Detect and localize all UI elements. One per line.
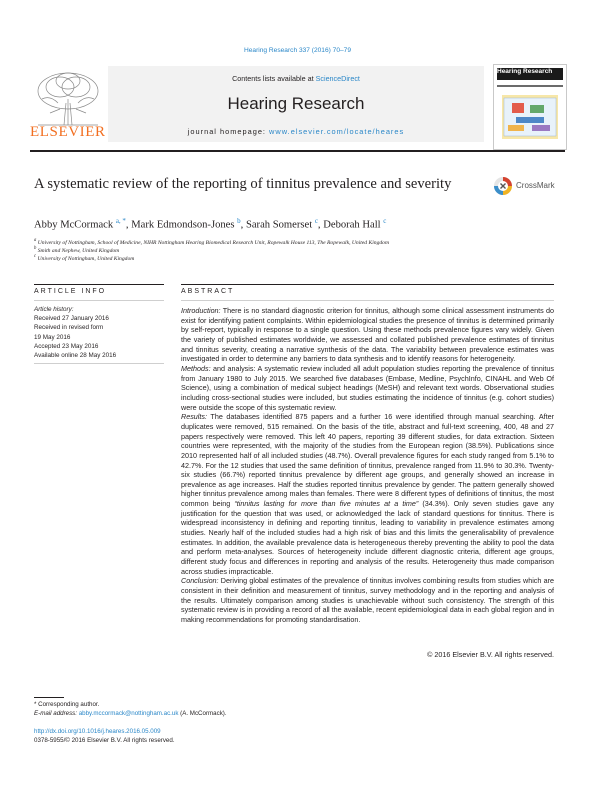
abstract-subrule bbox=[181, 300, 554, 301]
abstract-introduction bbox=[181, 306, 554, 364]
crossmark-label: CrossMark bbox=[516, 181, 555, 190]
email-label: E-mail address: bbox=[34, 710, 77, 717]
abstract-body bbox=[181, 306, 554, 625]
abstract-heading: ABSTRACT bbox=[181, 288, 235, 295]
author-list: Abby McCormack $^{a, *}$, Mark Edmondson-Jones $^b$, Sarah Somerset $^c$, Deborah Hall $^c$ bbox=[34, 217, 387, 231]
header-rule bbox=[30, 150, 565, 152]
affiliation-marker: b bbox=[34, 246, 37, 251]
history-item: 19 May 2016 bbox=[34, 333, 71, 341]
crossmark-badge[interactable] bbox=[493, 176, 563, 196]
abstract-label: Conclusion: bbox=[181, 576, 219, 586]
author-name: Abby McCormack bbox=[34, 219, 114, 231]
contents-line bbox=[108, 74, 484, 83]
email-suffix: (A. McCormack). bbox=[180, 710, 227, 717]
journal-title: Hearing Research bbox=[227, 94, 365, 113]
author-name: Sarah Somerset bbox=[245, 219, 313, 231]
contents-prefix: Contents lists available at bbox=[232, 74, 316, 83]
article-info-rule bbox=[34, 284, 164, 285]
corresponding-author: * Corresponding author. bbox=[34, 701, 100, 708]
article-title: A systematic review of the reporting of tinnitus prevalence and severity bbox=[34, 176, 452, 192]
abstract-label: Results: bbox=[181, 412, 207, 422]
affiliation-marker: c bbox=[34, 254, 37, 259]
abstract-label: Introduction: bbox=[181, 306, 221, 315]
abstract-text: (34.3%). Only seven studies gave any justification for the question that was used, or acknowledged the lack of standard questions for tinnitus. There is widespread inconsistency in defining and reporting tinnitus, leading to variability in prevalence estimates among studies. Nearly half of the included studies had a high risk of bias and this limits the generalisability of prevalence estimates. In addition, the available prevalence data is heterogeneous thereby preventing the ability to pool the data and perform meta-analyses. Sources of heterogeneity include different diagnostic criteria, different age groups, different study focus and differences in reporting and analysis of the results. Heterogeneity thus made comparison across studies impracticable. bbox=[181, 499, 555, 576]
abstract-methods bbox=[181, 364, 554, 412]
abstract-text: The databases identified 875 papers and a further 16 were identified through manual searching. After duplicates were removed, 515 remained. On the basis of the title, abstract and full-text screening, 400, 48 and 27 papers respectively were removed. This left 40 papers, reporting 39 different studies, for data extraction. Sixteen countries were represented, with the majority of the studies from the European region (38.5%). Publications since 2010 represented half of all included studies (48.7%). Overall prevalence figures for each study ranged from 5.1% to 42.7%. For the 12 studies that used the same definition of tinnitus, prevalence ranged from 11.9% to 30.3%. Twenty-six studies (66.7%) reported tinnitus prevalence by different age groups, and generally showed an increase in prevalence as age increases. Half the studies reported tinnitus prevalence by gender. The pattern generally showed higher tinnitus prevalence among males than females. There were 8 different types of definitions of tinnitus, the most common being bbox=[181, 412, 554, 509]
author-affiliation-link[interactable]: a, * bbox=[115, 217, 126, 225]
journal-reference-link[interactable]: Hearing Research 337 (2016) 70–79 bbox=[243, 47, 352, 54]
abstract-text: Deriving global estimates of the prevalence of tinnitus involves combining results from studies which are consistent in their definition and measurement of tinnitus, survey methodology and in the reporting and analysis of the results. Ultimately comparison among studies is unachievable without such consistency. The strength of this systematic review is in providing a record of all the available, recent epidemiological data in each global region and in making recommendations for promoting standardisation. bbox=[181, 576, 554, 624]
affiliation-b bbox=[34, 246, 554, 254]
history-rule bbox=[34, 363, 164, 364]
cover-title: Hearing Research bbox=[497, 68, 553, 75]
sciencedirect-link[interactable]: ScienceDirect bbox=[315, 74, 360, 83]
elsevier-wordmark: ELSEVIER bbox=[30, 124, 106, 140]
email-line bbox=[34, 710, 227, 717]
history-item: Accepted 23 May 2016 bbox=[34, 342, 99, 350]
abstract-results bbox=[181, 412, 554, 576]
author-affiliation-link[interactable]: b bbox=[237, 217, 241, 225]
homepage-link[interactable]: www.elsevier.com/locate/heares bbox=[269, 127, 405, 136]
copyright-notice: © 2016 Elsevier B.V. All rights reserved. bbox=[427, 650, 554, 659]
affiliation-a bbox=[34, 238, 554, 246]
abstract-rule bbox=[181, 284, 554, 285]
author-name: Deborah Hall bbox=[323, 219, 381, 231]
footnote-rule bbox=[34, 697, 64, 698]
article-info-heading: ARTICLE INFO bbox=[34, 288, 107, 295]
affiliation-marker: a bbox=[34, 238, 37, 243]
history-item: Received in revised form bbox=[34, 324, 104, 332]
journal-homepage bbox=[108, 127, 484, 136]
article-history bbox=[34, 305, 164, 366]
abstract-label: Methods: bbox=[181, 363, 211, 373]
affiliation-text: Smith and Nephew, United Kingdom bbox=[37, 247, 120, 254]
history-item: Available online 28 May 2016 bbox=[34, 352, 117, 360]
homepage-prefix: journal homepage: bbox=[187, 127, 270, 136]
abstract-text: There is no standard diagnostic criterion for tinnitus, although some clinical assessment instruments do exist for identifying patient complaints. Within epidemiological studies the presence of tinnitus is determined primarily by self-report, typically in response to a single question. Using these methods prevalence figures vary widely. Given the variety of published estimates worldwide, we assessed and collated published prevalence estimates of tinnitus and tinnitus severity, creating a narrative synthesis of the data. The variability between prevalence estimates was investigated in order to determine any barriers to data synthesis and to identify reasons for heterogeneity. bbox=[181, 306, 554, 364]
article-info-subrule bbox=[34, 300, 164, 301]
doi-link-text[interactable]: http://dx.doi.org/10.1016/j.heares.2016.05.009 bbox=[34, 728, 161, 735]
journal-cover-thumbnail bbox=[493, 64, 567, 150]
issn-line: 0378-5955/© 2016 Elsevier B.V. All rights reserved. bbox=[34, 737, 175, 744]
author-affiliation-link[interactable]: c bbox=[383, 217, 387, 225]
abstract-text: and analysis: A systematic review included all adult population studies reporting the prevalence of tinnitus from January 1980 to July 2015. We searched five databases (Embase, Medline, PsychInfo, CINAHL and Web Of Science), using a combination of medical subject headings (MeSH) and relevant text words. Observational studies including cross-sectional studies were included, but studies estimating the incidence of tinnitus (e.g. cohort studies) were outside the scope of this systematic review. bbox=[181, 363, 554, 412]
abstract-conclusion bbox=[181, 576, 554, 624]
author-name: Mark Edmondson-Jones bbox=[131, 219, 235, 231]
history-label: Article history: bbox=[34, 306, 74, 313]
crossmark-icon bbox=[493, 176, 513, 196]
email-link[interactable]: abby.mccormack@nottingham.ac.uk bbox=[78, 710, 179, 717]
affiliation-c bbox=[34, 254, 554, 262]
affiliation-text: University of Nottingham, United Kingdom bbox=[37, 255, 135, 262]
doi-link[interactable] bbox=[34, 728, 161, 735]
abstract-quote: “tinnitus lasting for more than five minutes at a time” bbox=[234, 499, 419, 509]
affiliation-text: University of Nottingham, School of Medicine, NIHR Nottingham Hearing Biomedical Research Unit, Ropewalk House 113, The Ropewalk, United Kingdom bbox=[37, 239, 390, 246]
history-item: Received 27 January 2016 bbox=[34, 315, 109, 323]
author-affiliation-link[interactable]: c bbox=[314, 217, 318, 225]
